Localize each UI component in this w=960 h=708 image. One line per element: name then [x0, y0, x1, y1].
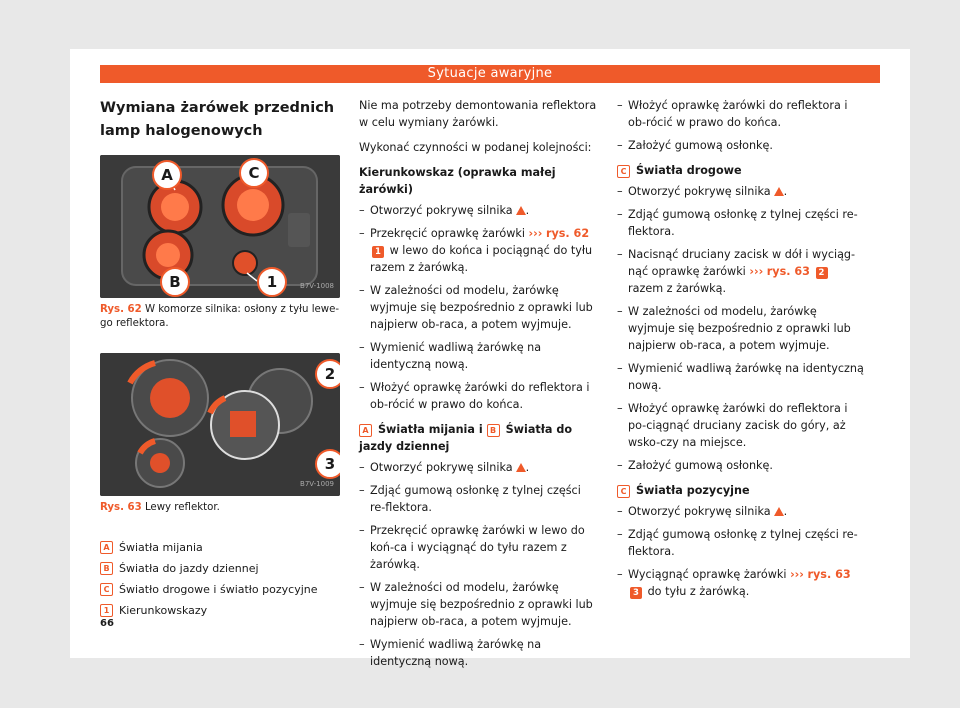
caption-text: Lewy reflektor.	[144, 502, 220, 513]
step: – Wymienić wadliwą żarówkę na identyczną nową.	[359, 339, 599, 373]
step: – Przekręcić oprawkę żarówki ››› rys. 62 1 w lewo do końca i pociągnąć do tyłu razem z żarówką.	[359, 225, 599, 276]
caption-text: W komorze silnika: osłony z tyłu lewe-go reflektora.	[100, 304, 340, 329]
step: – Wymienić wadliwą żarówkę na identyczną nową.	[359, 636, 599, 670]
subheading: A Światła mijania i B Światła do jazdy dziennej	[359, 423, 573, 453]
callout-badge: 1	[372, 246, 384, 258]
right-column	[617, 97, 867, 606]
step: – Otworzyć pokrywę silnika .	[359, 459, 599, 476]
figure-code: B7V-1009	[300, 480, 334, 488]
step: – Otworzyć pokrywę silnika .	[617, 503, 867, 520]
step: – Zdjąć gumową osłonkę z tylnej części re-flektora.	[617, 206, 867, 240]
step: – W zależności od modelu, żarówkę wyjmuje się bezpośrednio z oprawki lub najpierw ob-raca, a potem wyjmuje.	[359, 282, 599, 333]
left-column	[100, 97, 340, 623]
legend-item: A Światła mijania	[100, 539, 340, 556]
figure-caption	[100, 501, 340, 515]
step: – Włożyć oprawkę żarówki do reflektora i ob-rócić w prawo do końca.	[359, 379, 599, 413]
callout-badge: 2	[816, 267, 828, 279]
page-title: Wymiana żarówek przednich lamp halogenowych	[100, 100, 335, 139]
step: – Założyć gumową osłonkę.	[617, 137, 867, 154]
step: – Zdjąć gumową osłonkę z tylnej części re-flektora.	[359, 482, 599, 516]
arrow-ref: ›››	[749, 265, 764, 278]
legend-item: B Światła do jazdy dziennej	[100, 560, 340, 577]
arrow-ref: ›››	[790, 568, 804, 581]
subheading: C Światła pozycyjne	[617, 482, 867, 499]
step: – Przekręcić oprawkę żarówki w lewo do koń-ca i wyciągnąć do tyłu razem z żarówką.	[359, 522, 599, 573]
warning-icon	[516, 206, 526, 215]
step: – Otworzyć pokrywę silnika .	[617, 183, 867, 200]
section-header: Sytuacje awaryjne	[100, 65, 880, 83]
figure-headlight	[100, 353, 340, 496]
subheading: Kierunkowskaz (oprawka małej żarówki)	[359, 166, 556, 196]
step: – Nacisnąć druciany zacisk w dół i wyciąg-nąć oprawkę żarówki ››› rys. 63 2 razem z żarówką.	[617, 246, 867, 297]
step: – Zdjąć gumową osłonkę z tylnej części re-flektora.	[617, 526, 867, 560]
figure-link[interactable]: rys. 63	[766, 265, 810, 278]
label-2: 2	[315, 359, 340, 389]
middle-column	[359, 97, 599, 676]
step: – Włożyć oprawkę żarówki do reflektora i po-ciągnąć druciany zacisk do góry, aż wsko-czy na miejsce.	[617, 400, 867, 451]
label-1: 1	[257, 267, 287, 297]
headlight-illustration	[100, 353, 340, 496]
figure-caption	[100, 303, 340, 331]
figure-engine-bay	[100, 155, 340, 298]
warning-icon	[774, 187, 784, 196]
figure-number: Rys. 63	[100, 502, 142, 513]
step: – W zależności od modelu, żarówkę wyjmuje się bezpośrednio z oprawki lub najpierw ob-raca, a potem wyjmuje.	[359, 579, 599, 630]
subheading: C Światła drogowe	[617, 162, 867, 179]
legend	[100, 539, 340, 619]
figure-number: Rys. 62	[100, 304, 142, 315]
step: – Wymienić wadliwą żarówkę na identyczną nową.	[617, 360, 867, 394]
paragraph: Wykonać czynności w podanej kolejności:	[359, 141, 592, 154]
page-number: 66	[100, 618, 114, 629]
step: – Założyć gumową osłonkę.	[617, 457, 867, 474]
step: – Otworzyć pokrywę silnika .	[359, 202, 599, 219]
headlight-rear-illustration	[100, 155, 340, 298]
legend-item: 1 Kierunkowskazy	[100, 602, 340, 619]
legend-item: C Światło drogowe i światło pozycyjne	[100, 581, 340, 598]
paragraph: Nie ma potrzeby demontowania reflektora w celu wymiany żarówki.	[359, 99, 597, 129]
label-a: A	[152, 160, 182, 190]
figure-code: B7V-1008	[300, 282, 334, 290]
warning-icon	[774, 507, 784, 516]
step: – Włożyć oprawkę żarówki do reflektora i ob-rócić w prawo do końca.	[617, 97, 867, 131]
callout-badge: 3	[630, 587, 642, 599]
label-3: 3	[315, 449, 340, 479]
arrow-ref: ›››	[528, 227, 543, 240]
label-c: C	[239, 158, 269, 188]
warning-icon	[516, 463, 526, 472]
manual-page	[70, 49, 910, 668]
step: – W zależności od modelu, żarówkę wyjmuje się bezpośrednio z oprawki lub najpierw ob-raca, a potem wyjmuje.	[617, 303, 867, 354]
figure-link[interactable]: rys. 63	[807, 568, 851, 581]
figure-link[interactable]: rys. 62	[545, 227, 590, 240]
step: – Wyciągnąć oprawkę żarówki ››› rys. 63 3 do tyłu z żarówką.	[617, 566, 867, 600]
label-b: B	[160, 267, 190, 297]
